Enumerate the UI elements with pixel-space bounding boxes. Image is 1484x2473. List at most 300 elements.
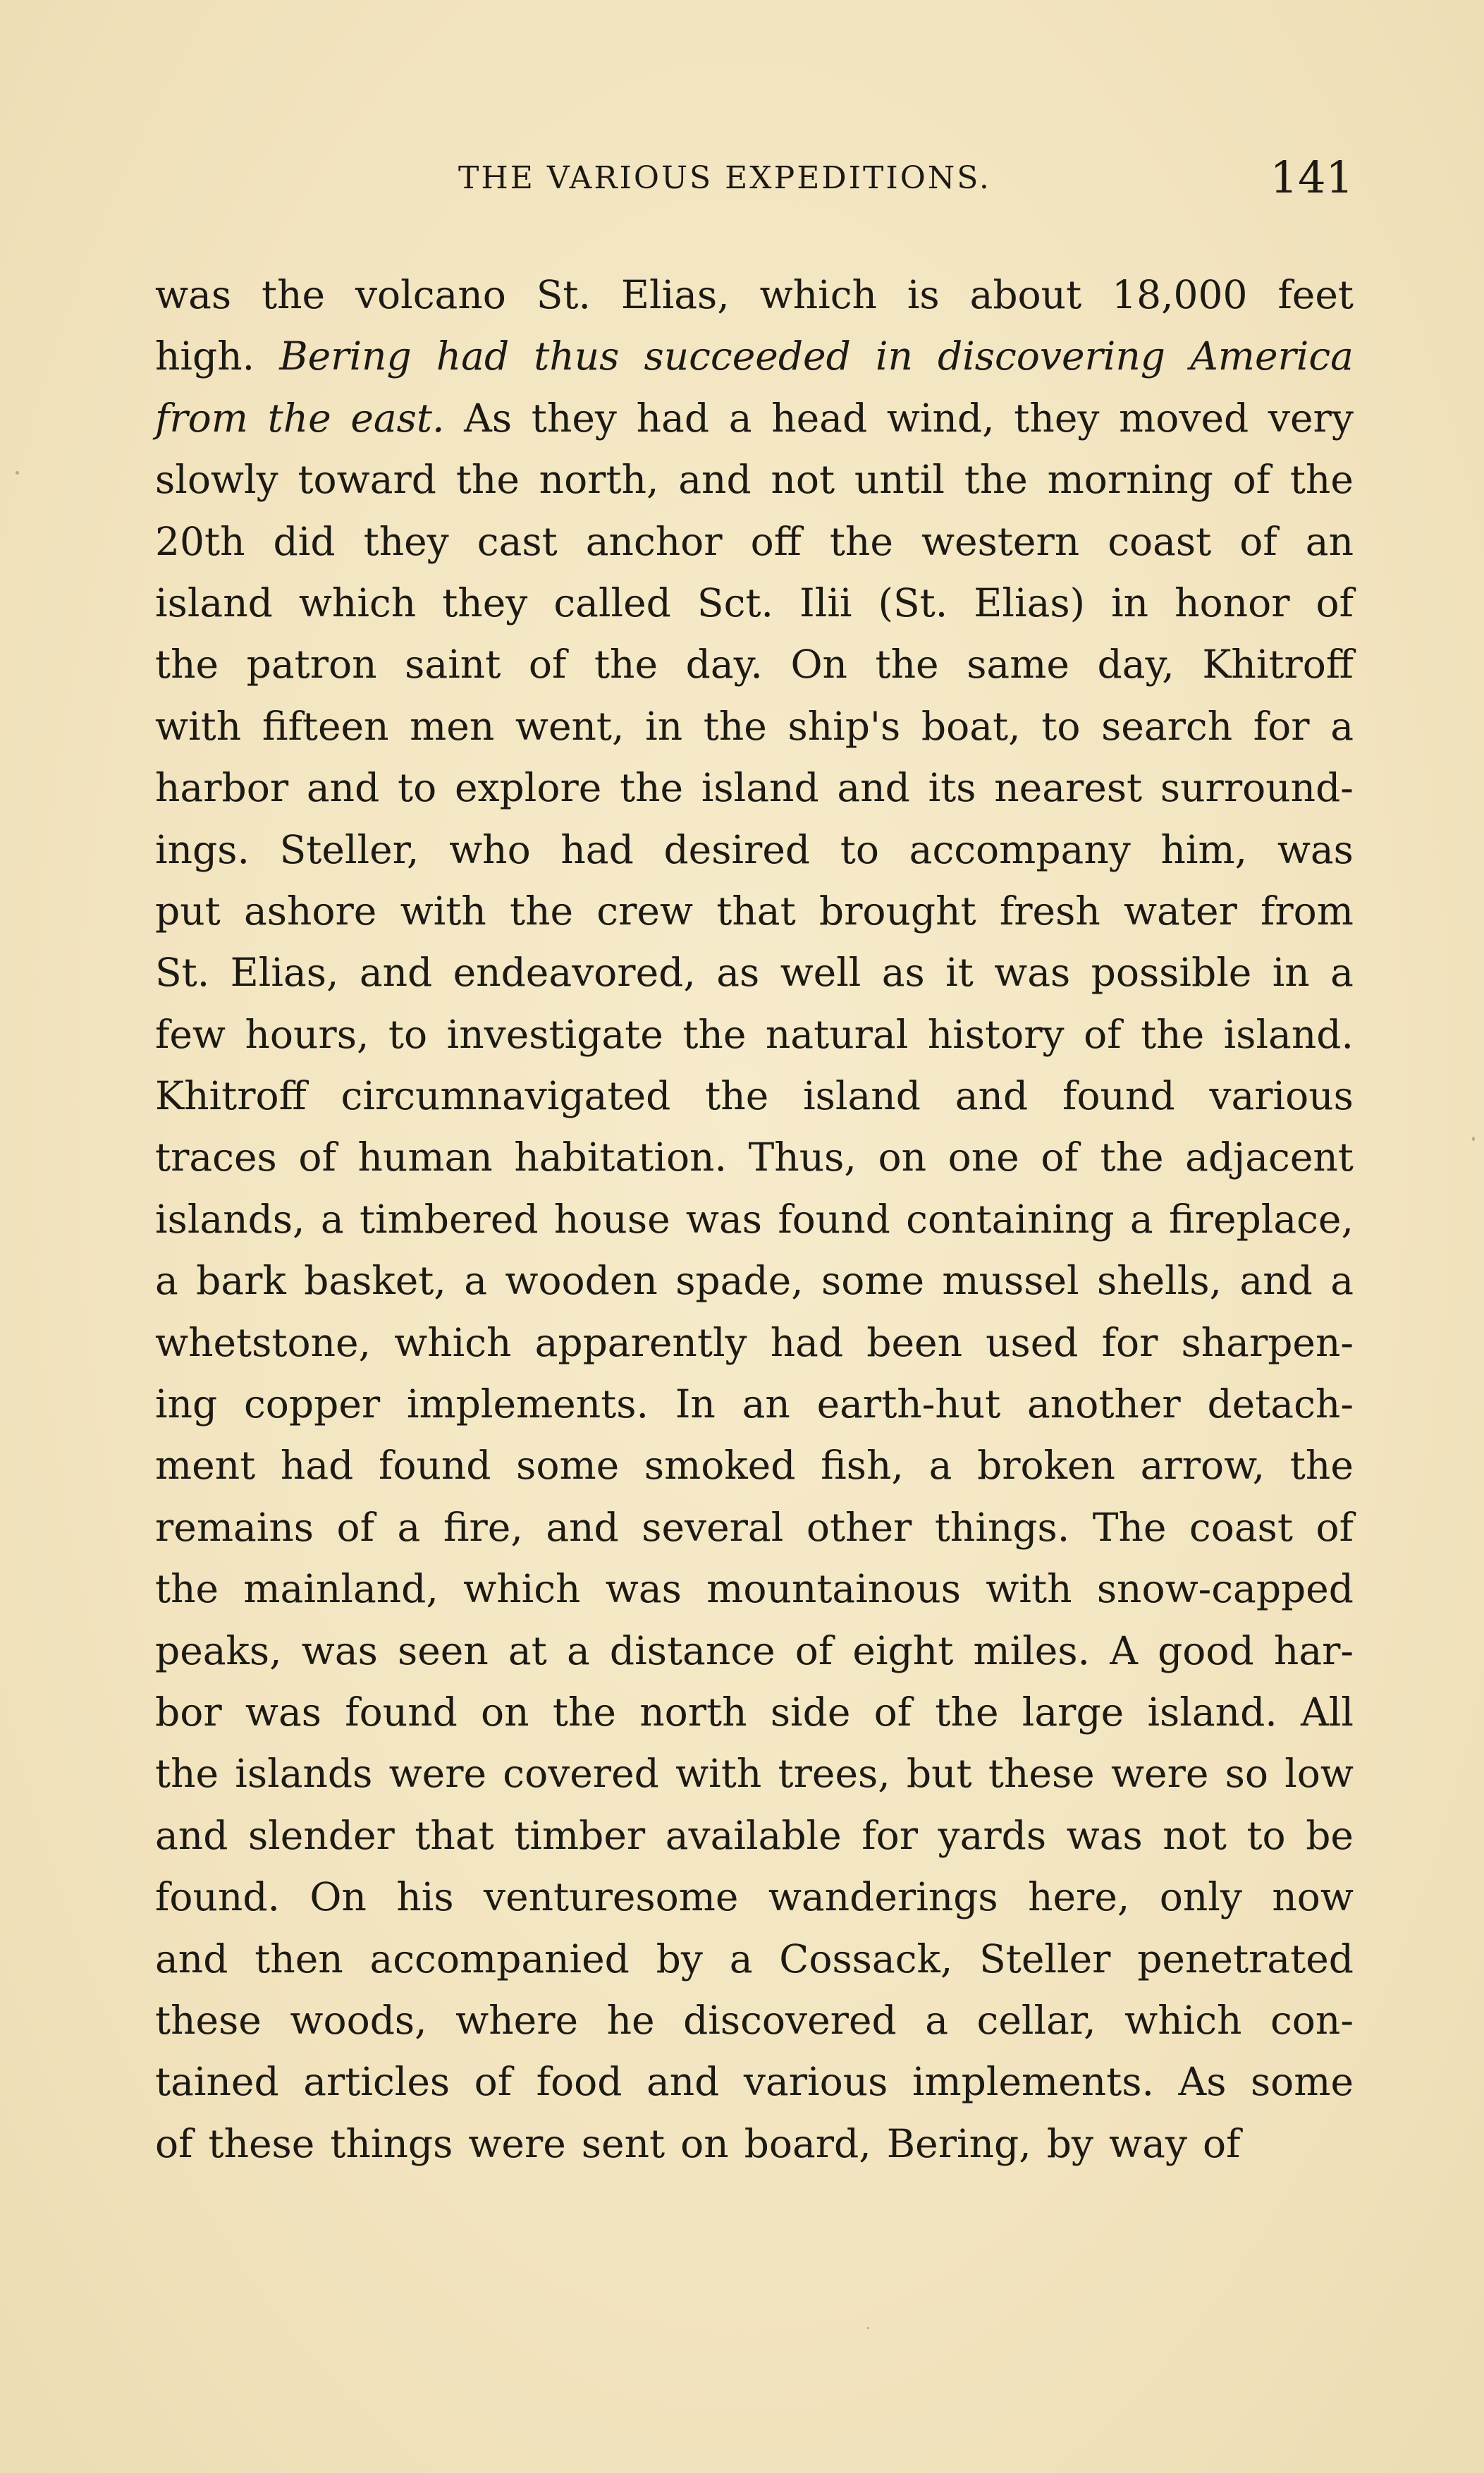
word: from	[1261, 888, 1354, 934]
word: Thus,	[748, 1135, 857, 1180]
word: water	[1123, 888, 1237, 934]
word: The	[1092, 1504, 1167, 1550]
word: head	[771, 395, 868, 441]
word: feet	[1277, 272, 1354, 317]
word: Sct.	[697, 580, 773, 625]
word: discovered	[683, 1997, 897, 2043]
word: timber	[514, 1812, 646, 1858]
word: As	[1178, 2059, 1227, 2105]
word: about	[969, 272, 1082, 317]
word: for	[1253, 703, 1310, 749]
text-line	[155, 264, 1354, 326]
word: on	[878, 1135, 927, 1180]
word: were	[1110, 1751, 1209, 1797]
text-line	[155, 449, 1354, 511]
word: harbor	[155, 765, 289, 811]
word: some	[1250, 2059, 1354, 2105]
word: they	[442, 580, 528, 625]
italic-word: from	[155, 395, 248, 441]
word: ing	[155, 1381, 218, 1427]
word: the	[875, 642, 939, 688]
word: endeavored,	[453, 950, 696, 996]
word: several	[642, 1504, 784, 1550]
word: penetrated	[1137, 1936, 1354, 1982]
word: history	[927, 1011, 1065, 1057]
word: Bering,	[886, 2120, 1031, 2166]
word: island.	[1147, 1689, 1277, 1735]
word: Cossack,	[779, 1936, 953, 1982]
word: On	[790, 642, 847, 688]
italic-word: succeeded	[644, 334, 851, 379]
word: the	[455, 457, 520, 503]
word: was	[155, 272, 232, 317]
italic-word: America	[1190, 334, 1354, 379]
word: slender	[247, 1812, 395, 1858]
word: toward	[298, 457, 437, 503]
word: All	[1301, 1689, 1354, 1735]
running-title: THE VARIOUS EXPEDITIONS.	[458, 160, 991, 196]
word: of	[1316, 580, 1354, 625]
word: woods,	[290, 1997, 427, 2043]
word: western	[921, 518, 1080, 564]
word: covered	[503, 1751, 659, 1797]
word: ment	[155, 1443, 256, 1489]
word: was	[605, 1566, 682, 1612]
text-line	[155, 1189, 1354, 1250]
word: 18,000	[1112, 272, 1248, 317]
text-line	[155, 573, 1354, 634]
word: arrow,	[1140, 1443, 1265, 1489]
word: were	[468, 2120, 566, 2166]
word: patron	[246, 642, 377, 688]
word: things.	[934, 1504, 1070, 1550]
word: Khitroff	[1202, 642, 1354, 688]
word: tained	[155, 2059, 279, 2105]
word: mountainous	[706, 1566, 961, 1612]
word: as	[881, 950, 925, 996]
word: eight	[852, 1628, 954, 1673]
word: available	[665, 1812, 842, 1858]
word: a	[1330, 1258, 1354, 1304]
word: of	[1316, 1504, 1354, 1550]
word: fresh	[999, 888, 1100, 934]
text-line	[155, 1682, 1354, 1743]
word: the	[620, 765, 684, 811]
word: Khitroff	[155, 1073, 307, 1119]
word: was	[1066, 1812, 1143, 1858]
word: were	[388, 1751, 487, 1797]
word: ashore	[243, 888, 377, 934]
word: slowly	[155, 457, 278, 503]
word: of	[795, 1628, 833, 1673]
word: island	[803, 1073, 921, 1119]
word: the	[1100, 1135, 1164, 1180]
word: natural	[765, 1011, 909, 1057]
text-line	[155, 1250, 1354, 1312]
word: which	[1124, 1997, 1242, 2043]
word: of	[336, 1504, 375, 1550]
word: moved	[1119, 395, 1249, 441]
word: the	[1289, 457, 1354, 503]
word: a	[728, 395, 752, 441]
word: Elias)	[974, 580, 1086, 625]
word: called	[553, 580, 671, 625]
word: Elias,	[230, 950, 339, 996]
word: Steller	[979, 1936, 1111, 1982]
word: various	[1209, 1073, 1354, 1119]
word: other	[806, 1504, 912, 1550]
word: side	[770, 1689, 851, 1735]
word: island.	[1223, 1011, 1354, 1057]
word: and	[306, 765, 380, 811]
word: the	[155, 642, 219, 688]
page-number: 141	[1270, 152, 1354, 203]
word: coast	[1189, 1504, 1293, 1550]
word: nearest	[994, 765, 1143, 811]
word: accompany	[909, 826, 1131, 872]
word: of	[873, 1689, 912, 1735]
italic-word: thus	[534, 334, 620, 379]
word: boat,	[921, 703, 1021, 749]
word: same	[967, 642, 1069, 688]
word: of	[528, 642, 567, 688]
text-line	[155, 1435, 1354, 1496]
word: traces	[155, 1135, 277, 1180]
word: the	[510, 888, 574, 934]
word: few	[155, 1011, 226, 1057]
word: the	[682, 1011, 747, 1057]
word: sent	[581, 2120, 666, 2166]
italic-word: east.	[350, 395, 445, 441]
word: which	[759, 272, 877, 317]
word: articles	[303, 2059, 450, 2105]
word: and	[546, 1504, 619, 1550]
word: then	[255, 1936, 343, 1982]
text-line	[155, 696, 1354, 757]
text-line	[155, 634, 1354, 695]
word: a	[928, 1443, 952, 1489]
word: they	[531, 395, 617, 441]
running-head	[155, 152, 1354, 201]
text-line	[155, 388, 1354, 449]
word: a	[729, 1936, 753, 1982]
word: anchor	[585, 518, 723, 564]
word: and	[955, 1073, 1029, 1119]
word: only	[1159, 1874, 1242, 1920]
word: an	[742, 1381, 790, 1427]
word: one	[948, 1135, 1019, 1180]
word: which	[394, 1319, 512, 1365]
word: a	[397, 1504, 421, 1550]
word: but	[906, 1751, 972, 1797]
word: to	[398, 765, 437, 811]
word: the	[705, 1073, 769, 1119]
word: to	[1246, 1812, 1286, 1858]
word: morning	[1047, 457, 1213, 503]
word: ings.	[155, 826, 250, 872]
word: these	[988, 1751, 1095, 1797]
word: wind,	[886, 395, 995, 441]
word: snow-capped	[1096, 1566, 1354, 1612]
word: north,	[539, 457, 659, 503]
body-text	[155, 264, 1354, 2175]
word: had	[770, 1319, 844, 1365]
word: of	[1232, 457, 1271, 503]
word: men	[410, 703, 495, 749]
word: on	[481, 1689, 529, 1735]
text-line	[155, 2113, 1354, 2175]
word: implements.	[912, 2059, 1154, 2105]
word: yards	[938, 1812, 1047, 1858]
word: things	[330, 2120, 453, 2166]
word: adjacent	[1185, 1135, 1354, 1180]
word: distance	[609, 1628, 775, 1673]
word: the	[552, 1689, 616, 1735]
word: fish,	[821, 1443, 904, 1489]
word: his	[396, 1874, 454, 1920]
text-line	[155, 1620, 1354, 1682]
word: day,	[1097, 642, 1175, 688]
word: by	[656, 1936, 703, 1982]
word: mussel	[942, 1258, 1079, 1304]
text-line	[155, 1867, 1354, 1928]
word: low	[1284, 1751, 1354, 1797]
word: investigate	[446, 1011, 663, 1057]
word: On	[309, 1874, 367, 1920]
paper-speck	[1472, 1137, 1475, 1141]
word: possible	[1091, 950, 1252, 996]
text-line	[155, 1990, 1354, 2051]
word: saint	[405, 642, 501, 688]
word: volcano	[355, 272, 506, 317]
word: sharpen-	[1181, 1319, 1354, 1365]
word: As	[464, 395, 513, 441]
word: very	[1268, 395, 1354, 441]
word: (St.	[878, 580, 948, 625]
word: islands	[235, 1751, 373, 1797]
word: desired	[663, 826, 811, 872]
text-line	[155, 1065, 1354, 1127]
word: surround-	[1160, 765, 1354, 811]
word: St.	[155, 950, 210, 996]
word: the	[829, 518, 893, 564]
word: north	[639, 1689, 747, 1735]
word: the	[155, 1566, 219, 1612]
word: fire,	[443, 1504, 523, 1550]
word: it	[945, 950, 974, 996]
word: the	[155, 1751, 219, 1797]
word: island	[155, 580, 273, 625]
word: spade,	[675, 1258, 804, 1304]
word: circumnavigated	[341, 1073, 671, 1119]
word: a	[320, 1196, 344, 1242]
word: by	[1046, 2120, 1093, 2166]
word: not	[1163, 1812, 1227, 1858]
word: is	[907, 272, 940, 317]
text-line	[155, 1312, 1354, 1374]
word: of	[474, 2059, 513, 2105]
word: the	[964, 457, 1028, 503]
word: Steller,	[279, 826, 419, 872]
text-line	[155, 2051, 1354, 2113]
word: of	[155, 2120, 193, 2166]
word: in	[645, 703, 683, 749]
word: not	[771, 457, 835, 503]
word: way	[1109, 2120, 1187, 2166]
word: used	[986, 1319, 1079, 1365]
word: containing	[906, 1196, 1115, 1242]
text-line	[155, 1929, 1354, 1990]
word: did	[273, 518, 336, 564]
text-line	[155, 881, 1354, 942]
word: a	[155, 1258, 178, 1304]
word: con-	[1270, 1997, 1354, 2043]
word: of	[1202, 2120, 1241, 2166]
word: St.	[536, 272, 591, 317]
word: some	[516, 1443, 620, 1489]
word: the	[1141, 1011, 1205, 1057]
italic-word: the	[267, 395, 331, 441]
word: cast	[477, 518, 558, 564]
word: honor	[1175, 580, 1290, 625]
word: 20th	[155, 518, 245, 564]
word: brought	[818, 888, 976, 934]
word: was	[301, 1628, 378, 1673]
word: the	[594, 642, 658, 688]
italic-word: in	[875, 334, 913, 379]
word: day.	[685, 642, 763, 688]
word: found	[1062, 1073, 1175, 1119]
word: seen	[398, 1628, 489, 1673]
word: apparently	[534, 1319, 747, 1365]
word: and	[155, 1812, 228, 1858]
word: had	[280, 1443, 354, 1489]
word: shells,	[1096, 1258, 1222, 1304]
word: found	[345, 1689, 458, 1735]
word: went,	[515, 703, 625, 749]
word: smoked	[644, 1443, 796, 1489]
word: board,	[744, 2120, 871, 2166]
word: the	[703, 703, 767, 749]
text-line	[155, 819, 1354, 881]
word: the	[935, 1689, 999, 1735]
word: of	[1041, 1135, 1079, 1180]
word: until	[854, 457, 945, 503]
word: which	[463, 1566, 581, 1612]
word: another	[1027, 1381, 1181, 1427]
word: a	[464, 1258, 487, 1304]
word: remains	[155, 1504, 314, 1550]
word: and	[646, 2059, 720, 2105]
word: and	[837, 765, 910, 811]
word: of	[1084, 1011, 1122, 1057]
word: coast	[1108, 518, 1212, 564]
word: which	[298, 580, 417, 625]
text-line	[155, 1374, 1354, 1435]
word: timbered	[359, 1196, 539, 1242]
word: and	[155, 1936, 228, 1982]
word: been	[866, 1319, 962, 1365]
word: off	[750, 518, 802, 564]
word: that	[415, 1812, 494, 1858]
word: found	[378, 1443, 491, 1489]
word: these	[155, 1997, 262, 2043]
word: was	[245, 1689, 321, 1735]
text-line	[155, 942, 1354, 1003]
word: to	[840, 826, 879, 872]
word: search	[1101, 703, 1233, 749]
word: food	[536, 2059, 623, 2105]
word: Elias,	[620, 272, 730, 317]
word: cellar,	[976, 1997, 1096, 2043]
word: was	[685, 1196, 763, 1242]
word: trees,	[778, 1751, 890, 1797]
text-line	[155, 511, 1354, 573]
word: put	[155, 888, 221, 934]
word: implements.	[406, 1381, 649, 1427]
word: with	[986, 1566, 1072, 1612]
word: island	[701, 765, 819, 811]
word: copper	[243, 1381, 381, 1427]
word: a	[1330, 703, 1354, 749]
word: mainland,	[243, 1566, 439, 1612]
word: high.	[155, 334, 255, 379]
word: for	[861, 1812, 918, 1858]
word: on	[680, 2120, 729, 2166]
word: in	[1111, 580, 1149, 625]
word: bark	[196, 1258, 286, 1304]
word: various	[743, 2059, 888, 2105]
word: now	[1272, 1874, 1354, 1920]
word: a	[925, 1997, 949, 2043]
word: some	[821, 1258, 925, 1304]
text-line	[155, 1497, 1354, 1558]
word: accompanied	[369, 1936, 630, 1982]
word: had	[560, 826, 634, 872]
word: well	[780, 950, 861, 996]
text-line	[155, 326, 1354, 387]
word: its	[928, 765, 976, 811]
word: good	[1158, 1628, 1254, 1673]
word: fireplace,	[1169, 1196, 1354, 1242]
word: with	[400, 888, 486, 934]
paper-speck	[867, 2327, 869, 2329]
word: house	[553, 1196, 670, 1242]
word: a	[566, 1628, 590, 1673]
word: a	[1330, 950, 1354, 996]
word: to	[1041, 703, 1081, 749]
word: large	[1022, 1689, 1124, 1735]
text-line	[155, 1743, 1354, 1805]
word: was	[994, 950, 1071, 996]
word: of	[298, 1135, 336, 1180]
word: that	[716, 888, 796, 934]
text-line	[155, 757, 1354, 819]
word: whetstone,	[155, 1319, 372, 1365]
word: found	[778, 1196, 890, 1242]
word: who	[449, 826, 531, 872]
word: In	[675, 1381, 716, 1427]
word: hours,	[245, 1011, 369, 1057]
word: for	[1101, 1319, 1158, 1365]
word: miles.	[973, 1628, 1091, 1673]
word: they	[363, 518, 449, 564]
word: peaks,	[155, 1628, 282, 1673]
text-line	[155, 1558, 1354, 1620]
word: detach-	[1207, 1381, 1354, 1427]
word: in	[1272, 950, 1310, 996]
word: wooden	[505, 1258, 658, 1304]
